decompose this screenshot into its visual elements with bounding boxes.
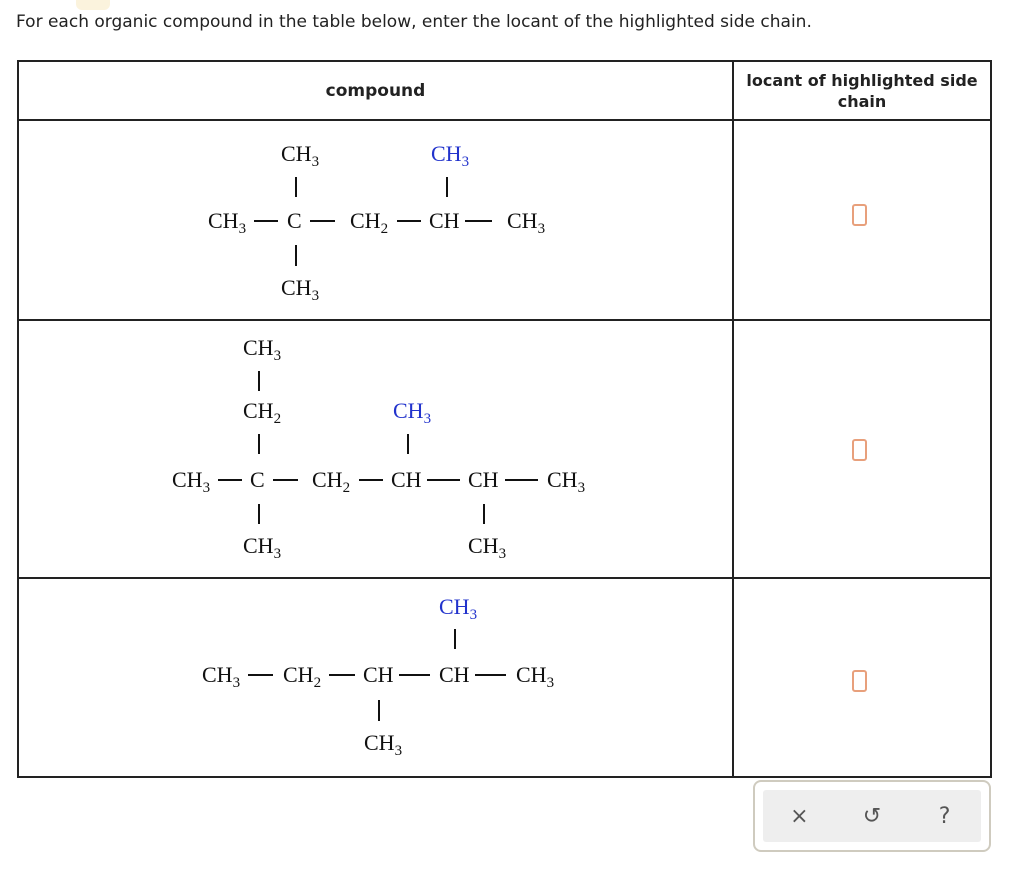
instruction-text: For each organic compound in the table below, enter the locant of the highlighted side chain. (16, 12, 812, 32)
compound-1-ch3-right: $CH_3$ (507, 208, 546, 237)
compound-3-ch-2: CH (439, 662, 470, 687)
column-header-locant-line2: chain (837, 92, 887, 111)
compound-2-ch-1: CH (391, 467, 422, 492)
undo-icon: ↺ (862, 803, 882, 829)
compound-1-group-bottom-ch3: $CH_3$ (281, 275, 320, 304)
compound-2-ethyl-ch3: $CH_3$ (243, 335, 282, 364)
column-header-locant-line1: locant of highlighted side (746, 71, 978, 90)
compound-3-ch3-right: $CH_3$ (516, 662, 555, 691)
toolbar-button-group (763, 790, 981, 842)
compound-3-ch2: $CH_2$ (283, 662, 322, 691)
column-divider (732, 62, 734, 776)
compound-1-c: C (287, 208, 302, 233)
compound-1-ch2: $CH_2$ (350, 208, 389, 237)
compound-2-ch-2: CH (468, 467, 499, 492)
help-icon: ? (938, 803, 951, 829)
answer-toolbar (753, 780, 991, 852)
locant-input-3[interactable] (852, 670, 867, 692)
compound-3-bottom-ch3: $CH_3$ (364, 730, 403, 759)
top-tab-decoration (76, 0, 110, 10)
locant-input-1[interactable] (852, 204, 867, 226)
column-header-compound: compound (325, 81, 426, 101)
compound-3-ch-1: CH (363, 662, 394, 687)
compound-1-ch: CH (429, 208, 460, 233)
compound-2-ch2: $CH_2$ (312, 467, 351, 496)
help-button[interactable] (925, 796, 965, 836)
locant-input-2[interactable] (852, 439, 867, 461)
compound-1-structure (19, 120, 732, 320)
compound-3-highlighted-ch3: $CH_3$ (439, 594, 478, 623)
compound-2-highlighted-ch3: $CH_3$ (393, 398, 432, 427)
compound-1-group-top-ch3: $CH_3$ (281, 141, 320, 170)
compound-2-c: C (250, 467, 265, 492)
compound-2-ethyl-ch2: $CH_2$ (243, 398, 282, 427)
compound-3-ch3-left: $CH_3$ (202, 662, 241, 691)
compound-3-structure (19, 578, 732, 778)
clear-button[interactable] (779, 796, 819, 836)
compound-1-ch3-left: $CH_3$ (208, 208, 247, 237)
undo-button[interactable] (852, 796, 892, 836)
compound-table (17, 60, 992, 778)
compound-2-ch3-left: $CH_3$ (172, 467, 211, 496)
compound-2-ch3-right: $CH_3$ (547, 467, 586, 496)
compound-2-bottom-ch3-right: $CH_3$ (468, 533, 507, 562)
compound-2-structure (19, 320, 732, 578)
compound-1-highlighted-ch3: $CH_3$ (431, 141, 470, 170)
column-header-locant (734, 62, 990, 120)
compound-2-bottom-ch3-left: $CH_3$ (243, 533, 282, 562)
close-icon: × (790, 803, 809, 829)
